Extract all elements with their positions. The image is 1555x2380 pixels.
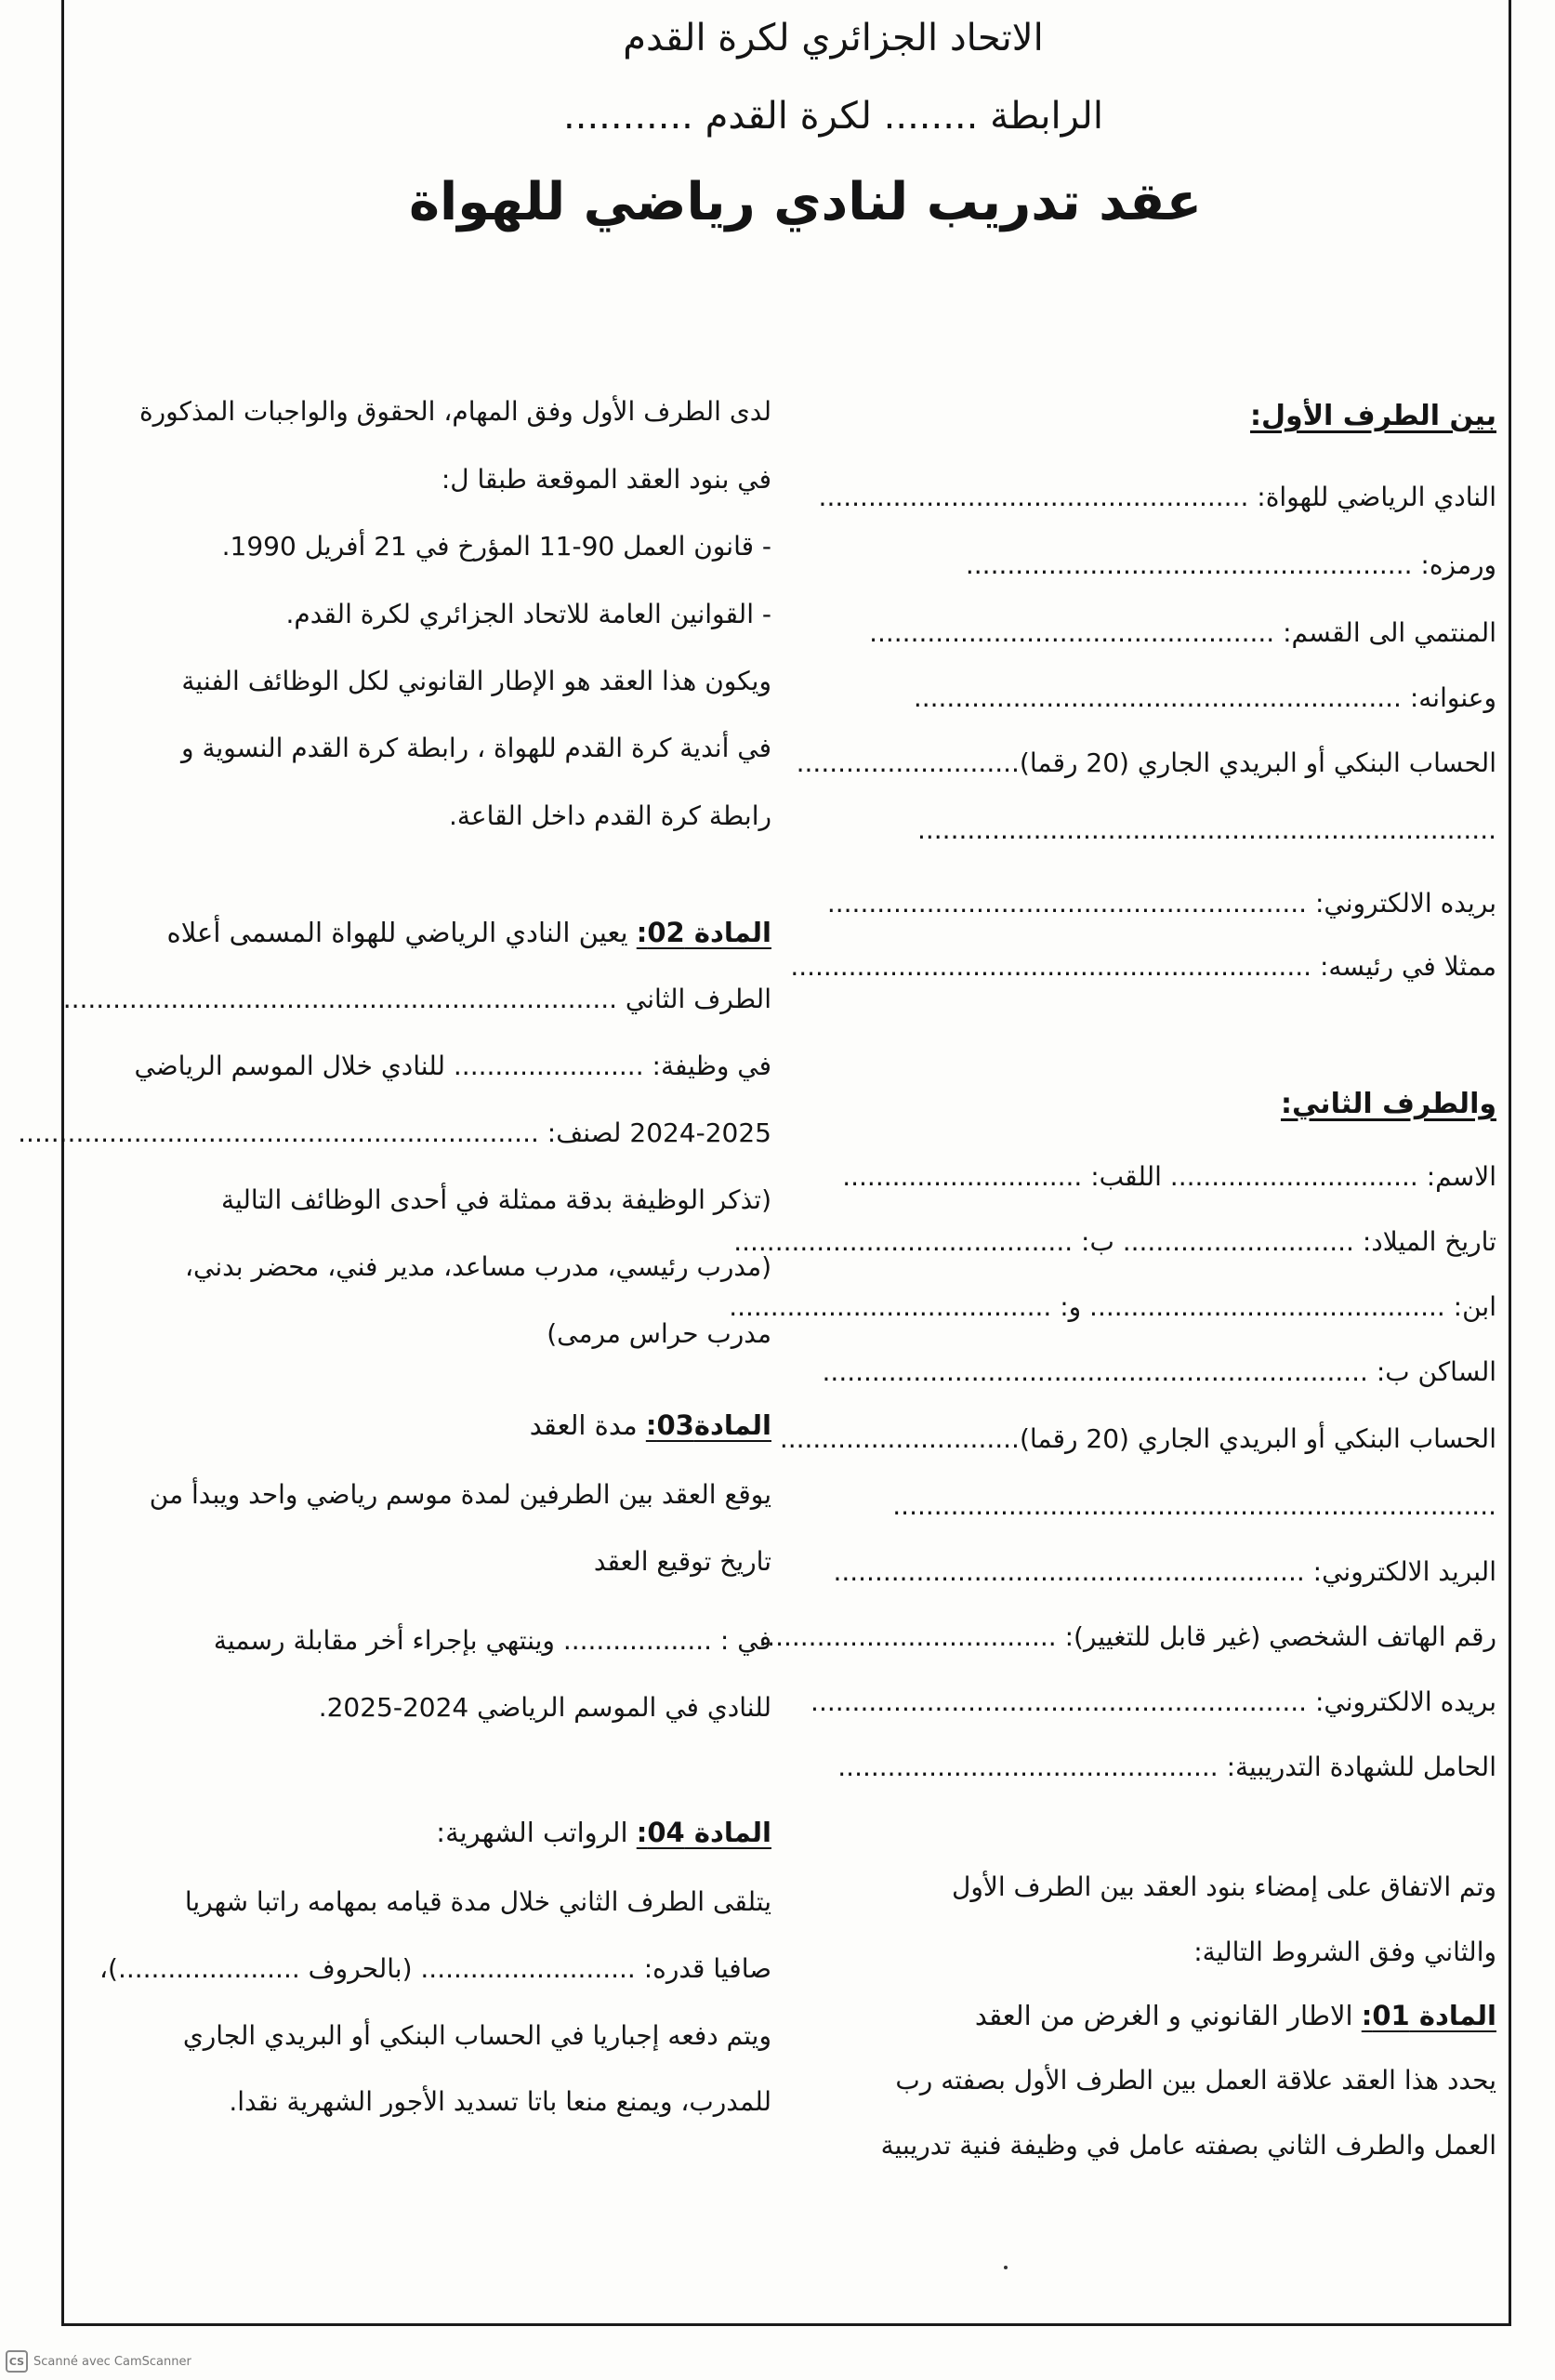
article-01-label: المادة 01: bbox=[1361, 2000, 1496, 2031]
article-02-line5: (تذكر الوظيفة بدقة ممثلة في أحدى الوظائف التالية bbox=[220, 1184, 771, 1215]
article-03-heading bbox=[102, 1408, 771, 1442]
federation-rules-item: - القوانين العامة للاتحاد الجزائري لكرة القدم. bbox=[285, 599, 771, 629]
contract-title: عقد تدريب لنادي رياضي للهواة bbox=[408, 172, 1203, 232]
article-04-heading bbox=[102, 1816, 771, 1849]
second-email-field: البريد الالكتروني: ......................................................... bbox=[833, 1556, 1496, 1587]
article-03-line3: في : .................. وينتهي بإجراء أخر مقابلة رسمية bbox=[213, 1625, 771, 1656]
article-04-line4: للمدرب، ويمنع منعا باتا تسديد الأجور الشهرية نقدا. bbox=[229, 2086, 771, 2117]
article-02-line4: 2024-2025 لصنف: ............................................................... bbox=[18, 1117, 771, 1148]
article-03-line2: تاريخ توقيع العقد bbox=[593, 1546, 771, 1577]
labor-law-item: - قانون العمل 90-11 المؤرخ في 21 أفريل 1990. bbox=[221, 531, 771, 562]
second-email2-field: بريده الالكتروني: ............................................................ bbox=[810, 1686, 1496, 1717]
scanner-watermark bbox=[6, 2350, 191, 2373]
agreement-line1: وتم الاتفاق على إمضاء بنود العقد بين الطرف الأول bbox=[952, 1871, 1496, 1902]
article-01-line1: يحدد هذا العقد علاقة العمل بين الطرف الأول بصفته رب bbox=[895, 2065, 1496, 2096]
article-01-title: الاطار القانوني و الغرض من العقد bbox=[974, 2000, 1362, 2031]
first-party-heading: بين الطرف الأول: bbox=[1250, 400, 1496, 432]
article-03-line4: للنادي في الموسم الرياضي 2024-2025. bbox=[318, 1692, 771, 1723]
article-04-line2: صافيا قدره: .......................... (بالحروف ......................)، bbox=[99, 1953, 771, 1984]
article-04-line1: يتلقى الطرف الثاني خلال مدة قيامه بمهامه راتبا شهريا bbox=[184, 1886, 771, 1917]
scope-line3: رابطة كرة القدم داخل القاعة. bbox=[448, 800, 771, 831]
article-02-line3: في وظيفة: ....................... للنادي خلال الموسم الرياضي bbox=[134, 1051, 771, 1081]
address-field: وعنوانه: ........................................................... bbox=[913, 682, 1496, 713]
article-04-label: المادة 04: bbox=[636, 1817, 771, 1848]
article-03-label: المادة03: bbox=[645, 1409, 771, 1441]
email-field: بريده الالكتروني: .......................................................... bbox=[826, 888, 1496, 919]
intro-line1: لدى الطرف الأول وفق المهام، الحقوق والواجبات المذكورة bbox=[138, 396, 771, 427]
agreement-line2: والثاني وفق الشروط التالية: bbox=[1193, 1937, 1496, 1967]
article-02-heading bbox=[102, 916, 771, 949]
bank-account-continuation: ...................................................................... bbox=[916, 814, 1496, 845]
federation-title: الاتحاد الجزائري لكرة القدم bbox=[623, 17, 1044, 60]
article-04-title: الرواتب الشهرية: bbox=[436, 1817, 637, 1848]
section-field: المنتمي الى القسم: ................................................. bbox=[869, 617, 1496, 648]
phone-field: رقم الهاتف الشخصي (غير قابل للتغيير): .................................... bbox=[758, 1621, 1496, 1652]
second-bank-continuation: ......................................................................... bbox=[892, 1490, 1496, 1521]
son-of-field: ابن: ........................................... و: ....................................... bbox=[729, 1291, 1496, 1322]
code-field: ورمزه: ...................................................... bbox=[965, 549, 1496, 580]
article-02-label: المادة 02: bbox=[636, 917, 771, 948]
article-03-title: مدة العقد bbox=[529, 1409, 646, 1441]
article-01-line2: العمل والطرف الثاني بصفته عامل في وظيفة فنية تدريبية bbox=[880, 2130, 1496, 2161]
article-02-line6: (مدرب رئيسي، مدرب مساعد، مدير فني، محضر بدني، bbox=[184, 1251, 771, 1282]
certificate-field: الحامل للشهادة التدريبية: .............................................. bbox=[837, 1752, 1496, 1782]
intro-line2: في بنود العقد الموقعة طبقا ل: bbox=[441, 464, 771, 495]
name-field: الاسم: .............................. اللقب: ............................. bbox=[842, 1161, 1496, 1192]
article-03-line1: يوقع العقد بين الطرفين لمدة موسم رياضي واحد ويبدأ من bbox=[149, 1479, 771, 1510]
article-02-line7: مدرب حراس مرمى) bbox=[547, 1318, 771, 1349]
article-02-line2: الطرف الثاني ................................................................... bbox=[62, 984, 771, 1014]
club-field: النادي الرياضي للهواة: .................................................... bbox=[818, 482, 1496, 512]
president-field: ممثلا في رئيسه: ............................................................... bbox=[790, 951, 1496, 982]
residence-field: الساكن ب: .................................................................. bbox=[822, 1356, 1496, 1387]
article-04-line3: ويتم دفعه إجباريا في الحساب البنكي أو البريدي الجاري bbox=[182, 2020, 771, 2051]
second-bank-field: الحساب البنكي أو البريدي الجاري (20 رقما)............................. bbox=[779, 1423, 1496, 1454]
camscanner-icon: CS bbox=[6, 2350, 28, 2373]
bank-account-field: الحساب البنكي أو البريدي الجاري (20 رقما)........................... bbox=[796, 747, 1496, 778]
birth-field: تاريخ الميلاد: ............................ ب: ......................................... bbox=[733, 1226, 1496, 1257]
article-01-heading bbox=[818, 1999, 1496, 2032]
league-title: الرابطة ........ لكرة القدم ........... bbox=[563, 95, 1103, 138]
scope-line2: في أندية كرة القدم للهواة ، رابطة كرة القدم النسوية و bbox=[181, 733, 771, 763]
article-02-line1: يعين النادي الرياضي للهواة المسمى أعلاه bbox=[166, 917, 637, 948]
second-party-heading: والطرف الثاني: bbox=[1280, 1088, 1496, 1120]
watermark-text: Scanné avec CamScanner bbox=[33, 2354, 191, 2369]
ink-dot bbox=[1004, 2266, 1008, 2269]
scope-line1: ويكون هذا العقد هو الإطار القانوني لكل الوظائف الفنية bbox=[181, 666, 771, 696]
